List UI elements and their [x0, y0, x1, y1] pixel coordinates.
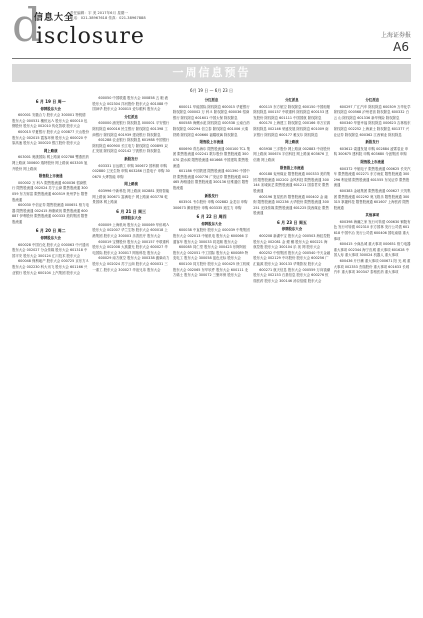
listing-paragraph: 600100 同方股份 股东大会 000425 徐工机械 股东大会 002065 东华软件 股东大会 600111 北方稀土 股东大会 300072 三聚环保 股东大会 — [172, 262, 250, 278]
listing-paragraph: 603938 三孚股份 网上路演 002883 中设股份 网上路演 300674 宇信科技 网上路演 603676 卫信康 网上路演 — [253, 146, 331, 162]
listing-paragraph: 600297 广汇汽车 除权除息 600309 万华化学 除权除息 000568 泸州老窖 除权除息 600332 白 云 山 除权除息 601336 新华保险 除权除息 — [333, 104, 411, 120]
listing-paragraph: 603996 中新科技 网上路演 002881 美格智能 网上路演 300671 富满电子 网上路演 603778 乾景园林 网上路演 — [92, 188, 170, 205]
listing-paragraph: 600050 中国联通 股东大会 000858 五 粮 液 股东大会 002304 洋河股份 股东大会 601088 中国神华 股东大会 300015 爱尔眼科 股东大会 — [92, 96, 169, 112]
category-heading: 停牌股东大会 — [40, 106, 61, 111]
masthead-meta-line: 责任编辑：宇 美 2017年6月 星期一 — [70, 11, 128, 15]
listing-paragraph: 600029 南方航空 股东大会 000338 潍柴动力 股东大会 002024 苏宁云商 股东大会 600031 三一重工 股东大会 300027 华谊兄弟 股东大会 — [92, 256, 170, 272]
category-heading: 新股发行 — [124, 156, 138, 161]
day-heading: 6 月 21 日 周三 — [116, 208, 147, 214]
category-heading: 限售股上市流通 — [38, 174, 63, 179]
listing-column — [12, 96, 89, 610]
listing-paragraph: 600196 复星医药 限售股流通 000402 金 融 街 限售股流通 002236 大华股份 限售股流通 300251 光线传媒 限售股流通 601225 陕西煤业 限售股流通 — [253, 194, 329, 216]
listing-paragraph: 600690 青岛海尔 限售股流通 000100 TCL 集团 限售股流通 002241 歌尔股份 限售股流通 300070 碧水源 限售股流通 601668 中国建筑 限售股流通 — [172, 146, 251, 168]
listing-paragraph: 600048 保利地产 股东大会 000725 京东方Ａ 股东大会 002230 科大讯飞 股东大会 601166 兴业银行 股东大会 600104 上汽集团 股东大会 — [12, 259, 89, 275]
listing-paragraph: 600398 海澜之家 发行可转债 000630 铜陵有色 发行可转债 002310 东方园林 发行公司债 601618 中国中冶 发行公司债 600406 国电南瑞 重大事项 — [333, 219, 411, 241]
listing-columns — [12, 96, 411, 610]
listing-paragraph: 601186 中国铁建 限售股流通 601390 中国中铁 限售股流通 000776 广发证券 限售股流通 002465 海格通信 限售股流通 300136 信维通信 限售股流通 — [172, 169, 250, 190]
category-heading: 新股发行 — [204, 193, 219, 198]
category-heading: 分红派息 — [365, 98, 380, 102]
listing-paragraph: 600019 宝钢股份 股东大会 000157 中联重科 股东大会 002008 大族激光 股东大会 600027 华电国际 股东大会 300017 网宿科技 股东大会 — [92, 239, 170, 255]
listing-paragraph: 600252 中恒集团 股东大会 000540 中天金融 股东大会 002129 中环股份 股东大会 600256 广汇能源 股东大会 300133 华策影视 股东大会 — [253, 250, 331, 267]
category-heading: 网上路演 — [285, 140, 299, 145]
listing-column — [173, 96, 250, 610]
listing-paragraph: 601288 农业银行 除权除息 601988 中国银行 除权除息 600900 长江电力 除权除息 000895 双汇发展 除权除息 002142 宁波银行 除权除息 — [92, 138, 170, 154]
section-title-cn: 信息大全 — [34, 13, 75, 23]
listing-paragraph: 600170 上海建工 除权除息 000166 申万宏源 除权除息 002146 荣盛发展 除权除息 601009 南京银行 除权除息 600177 雅戈尔 除权除息 — [253, 121, 331, 137]
listing-paragraph: 600436 片仔癀 重大事项 000671 阳 光 城 重大事项 002353 杰瑞股份 重大事项 601633 长城汽车 重大事项 300347 泰格医药 重大事项 — [333, 259, 411, 275]
listing-paragraph: 600000 浦发银行 除权除息 000001 平安银行 除权除息 600016 民生银行 除权除息 601398 工商银行 除权除息 601939 建设银行 除权除息 — [92, 121, 170, 137]
category-heading: 停牌股东大会 — [40, 236, 61, 241]
listing-paragraph: 603612 索通发展 申购 002884 凌霄泵业 申购 300675 建科院 申购 603680 今创集团 申购 — [333, 146, 409, 157]
listing-paragraph: 600271 航天信息 股东大会 000559 万向钱潮 股东大会 002153 石基信息 股东大会 600276 恒瑞医药 股东大会 300146 汤臣倍健 股东大会 — [253, 267, 331, 283]
listing-paragraph: 600372 中航电子 限售股流通 000625 长安汽车 限售股流通 002271 东方雨虹 限售股流通 300296 利亚德 限售股流通 601555 东吴证券 限售股流通 — [333, 166, 411, 188]
weekly-preview-banner — [12, 64, 411, 82]
category-heading: 停牌股东大会 — [281, 227, 303, 232]
category-heading: 停牌股东大会 — [120, 216, 142, 221]
listing-column — [92, 96, 169, 610]
category-heading: 其他事项 — [365, 213, 380, 218]
listing-paragraph: 600030 中信证券 限售股流通 000651 格力电器 限售股流通 002415 海康威视 限售股流通 600887 伊利股份 限售股流通 000333 美的集团 限售股流通 — [12, 203, 89, 224]
listing-paragraph: 600383 金地集团 限售股流通 000627 天茂集团 限售股流通 002292 奥飞娱乐 限售股流通 300315 掌趣科技 限售股流通 601607 上海医药 限售股流通 — [333, 188, 411, 210]
listing-paragraph: 600340 华夏幸福 除权除息 000623 吉林敖东 除权除息 002252 上海莱士 除权除息 601377 兴业证券 除权除息 600362 江西铜业 除权除息 — [333, 121, 411, 137]
listing-paragraph: 000002 万 科Ａ 限售股流通 600036 招商银行 限售股流通 002024 苏宁云商 限售股流通 300059 东方财富 限售股流通 600519 贵州茅台 限售股流通 — [12, 180, 88, 202]
category-heading: 网上路演 — [43, 148, 58, 153]
listing-paragraph: 600115 东方航空 除权除息 600150 中国船舶 除权除息 000157 中联重科 除权除息 600153 建发股份 除权除息 601111 中国国航 除权除息 — [253, 104, 331, 120]
category-heading: 限售股上市流通 — [199, 140, 224, 145]
listing-paragraph: 600188 兖州煤业 限售股流通 000333 美的集团 限售股流通 002202 金风科技 限售股流通 300144 宋城演艺 限售股流通 601211 国泰君安 限售股流通 — [253, 172, 331, 193]
listing-paragraph: 600208 新湖中宝 股东大会 000503 海虹控股 股东大会 002081 金 螳 螂 股东大会 600221 海航控股 股东大会 300104 乐 视 网 股东大会 — [253, 234, 331, 250]
listing-paragraph: 603001 奥康国际 网上路演 002788 鹭燕医药 网上路演 300600 瑞特股份 网上路演 603305 旭升股份 网上路演 — [12, 155, 89, 171]
listing-paragraph: 600085 同仁堂 股东大会 000423 东阿阿胶 股东大会 002051 中工国际 股东大会 600089 特变电工 股东大会 300058 蓝色光标 股东大会 — [172, 245, 249, 261]
day-heading: 6 月 23 日 周五 — [276, 219, 307, 225]
newspaper-name: 上海证券报 — [380, 32, 411, 39]
masthead-meta — [70, 11, 190, 21]
day-heading: 6 月 20 日 周二 — [35, 228, 66, 234]
listing-paragraph: 600585 海螺水泥 除权除息 000538 云南白药 除权除息 002294 信立泰 除权除息 601006 大秦铁路 除权除息 600660 福耀玻璃 除权除息 — [172, 121, 250, 137]
day-heading: 6 月 19 日 周一 — [35, 99, 66, 104]
category-heading: 停牌股东大会 — [201, 221, 222, 226]
category-heading: 网上路演 — [124, 182, 138, 187]
page-number: A6 — [393, 40, 409, 54]
listing-paragraph: 603331 百达精工 申购 300672 国科微 申购 002880 卫光生物 申购 603286 日盈电子 申购 300670 大烨智能 申购 — [92, 163, 170, 179]
day-heading: 6 月 22 日 周四 — [196, 214, 227, 220]
listing-column — [253, 96, 330, 610]
listing-paragraph: 603501 韦尔股份 申购 002882 金龙羽 申购 300673 佩蒂股份 申购 603335 迪生力 申购 — [172, 200, 248, 210]
category-heading: 分红派息 — [204, 98, 219, 102]
listing-paragraph: 600028 中国石化 股东大会 000063 中兴通讯 股东大会 002027 分众传媒 股东大会 601318 中国平安 股东大会 300124 汇川技术 股东大会 — [12, 242, 89, 258]
listing-column — [334, 96, 411, 610]
listing-paragraph: 600038 中直股份 股东大会 000039 中集集团 股东大会 002013 中航机电 股东大会 600066 宇通客车 股东大会 300033 同花顺 股东大会 — [172, 228, 250, 244]
category-heading: 分红派息 — [124, 114, 138, 119]
masthead-letter-d: d — [12, 0, 42, 52]
masthead — [0, 0, 423, 62]
category-heading: 限售股上市流通 — [360, 159, 385, 164]
masthead-rule — [12, 58, 411, 59]
banner-title: 一周信息预告 — [172, 66, 251, 79]
listing-paragraph: 600415 小商品城 重大事项 000651 格力电器 重大事项 002344 海宁皮城 重大事项 601628 中国人寿 重大事项 300024 机器人 重大事项 — [333, 242, 411, 258]
category-heading: 限售股上市流通 — [280, 165, 304, 170]
category-heading: 分红派息 — [285, 98, 299, 102]
date-range: 6月 19 日 — 6月 23 日 — [190, 88, 233, 93]
listing-paragraph: 600011 华能国际 除权除息 600015 华夏银行 除权除息 000002 万 科Ａ 除权除息 600036 招商银行 除权除息 601601 中国太保 除权除息 — [172, 104, 250, 120]
section-title-en: isclosure — [36, 24, 145, 49]
listing-paragraph: 600009 上海机场 股东大会 000069 华侨城Ａ 股东大会 002007 华兰生物 股东大会 600018 上港集团 股东大会 300003 乐普医疗 股东大会 — [92, 222, 170, 239]
category-heading: 新股发行 — [365, 140, 380, 145]
masthead-meta-line: 电话：021-38967618 传真：021-38967888 — [70, 16, 146, 20]
listing-paragraph: 600015 华夏银行 股东大会 000877 天山股份 股东大会 002015 霞客环保 股东大会 600020 中原高速 股东大会 300020 银江股份 股东大会 — [12, 129, 89, 146]
listing-paragraph: 600001 安徽合力 股东大会 300001 特锐德 股东大会 000531 穗恒运Ａ 股东大会 600010 包钢股份 股东大会 002010 传化智联 股东大会 — [12, 113, 88, 129]
